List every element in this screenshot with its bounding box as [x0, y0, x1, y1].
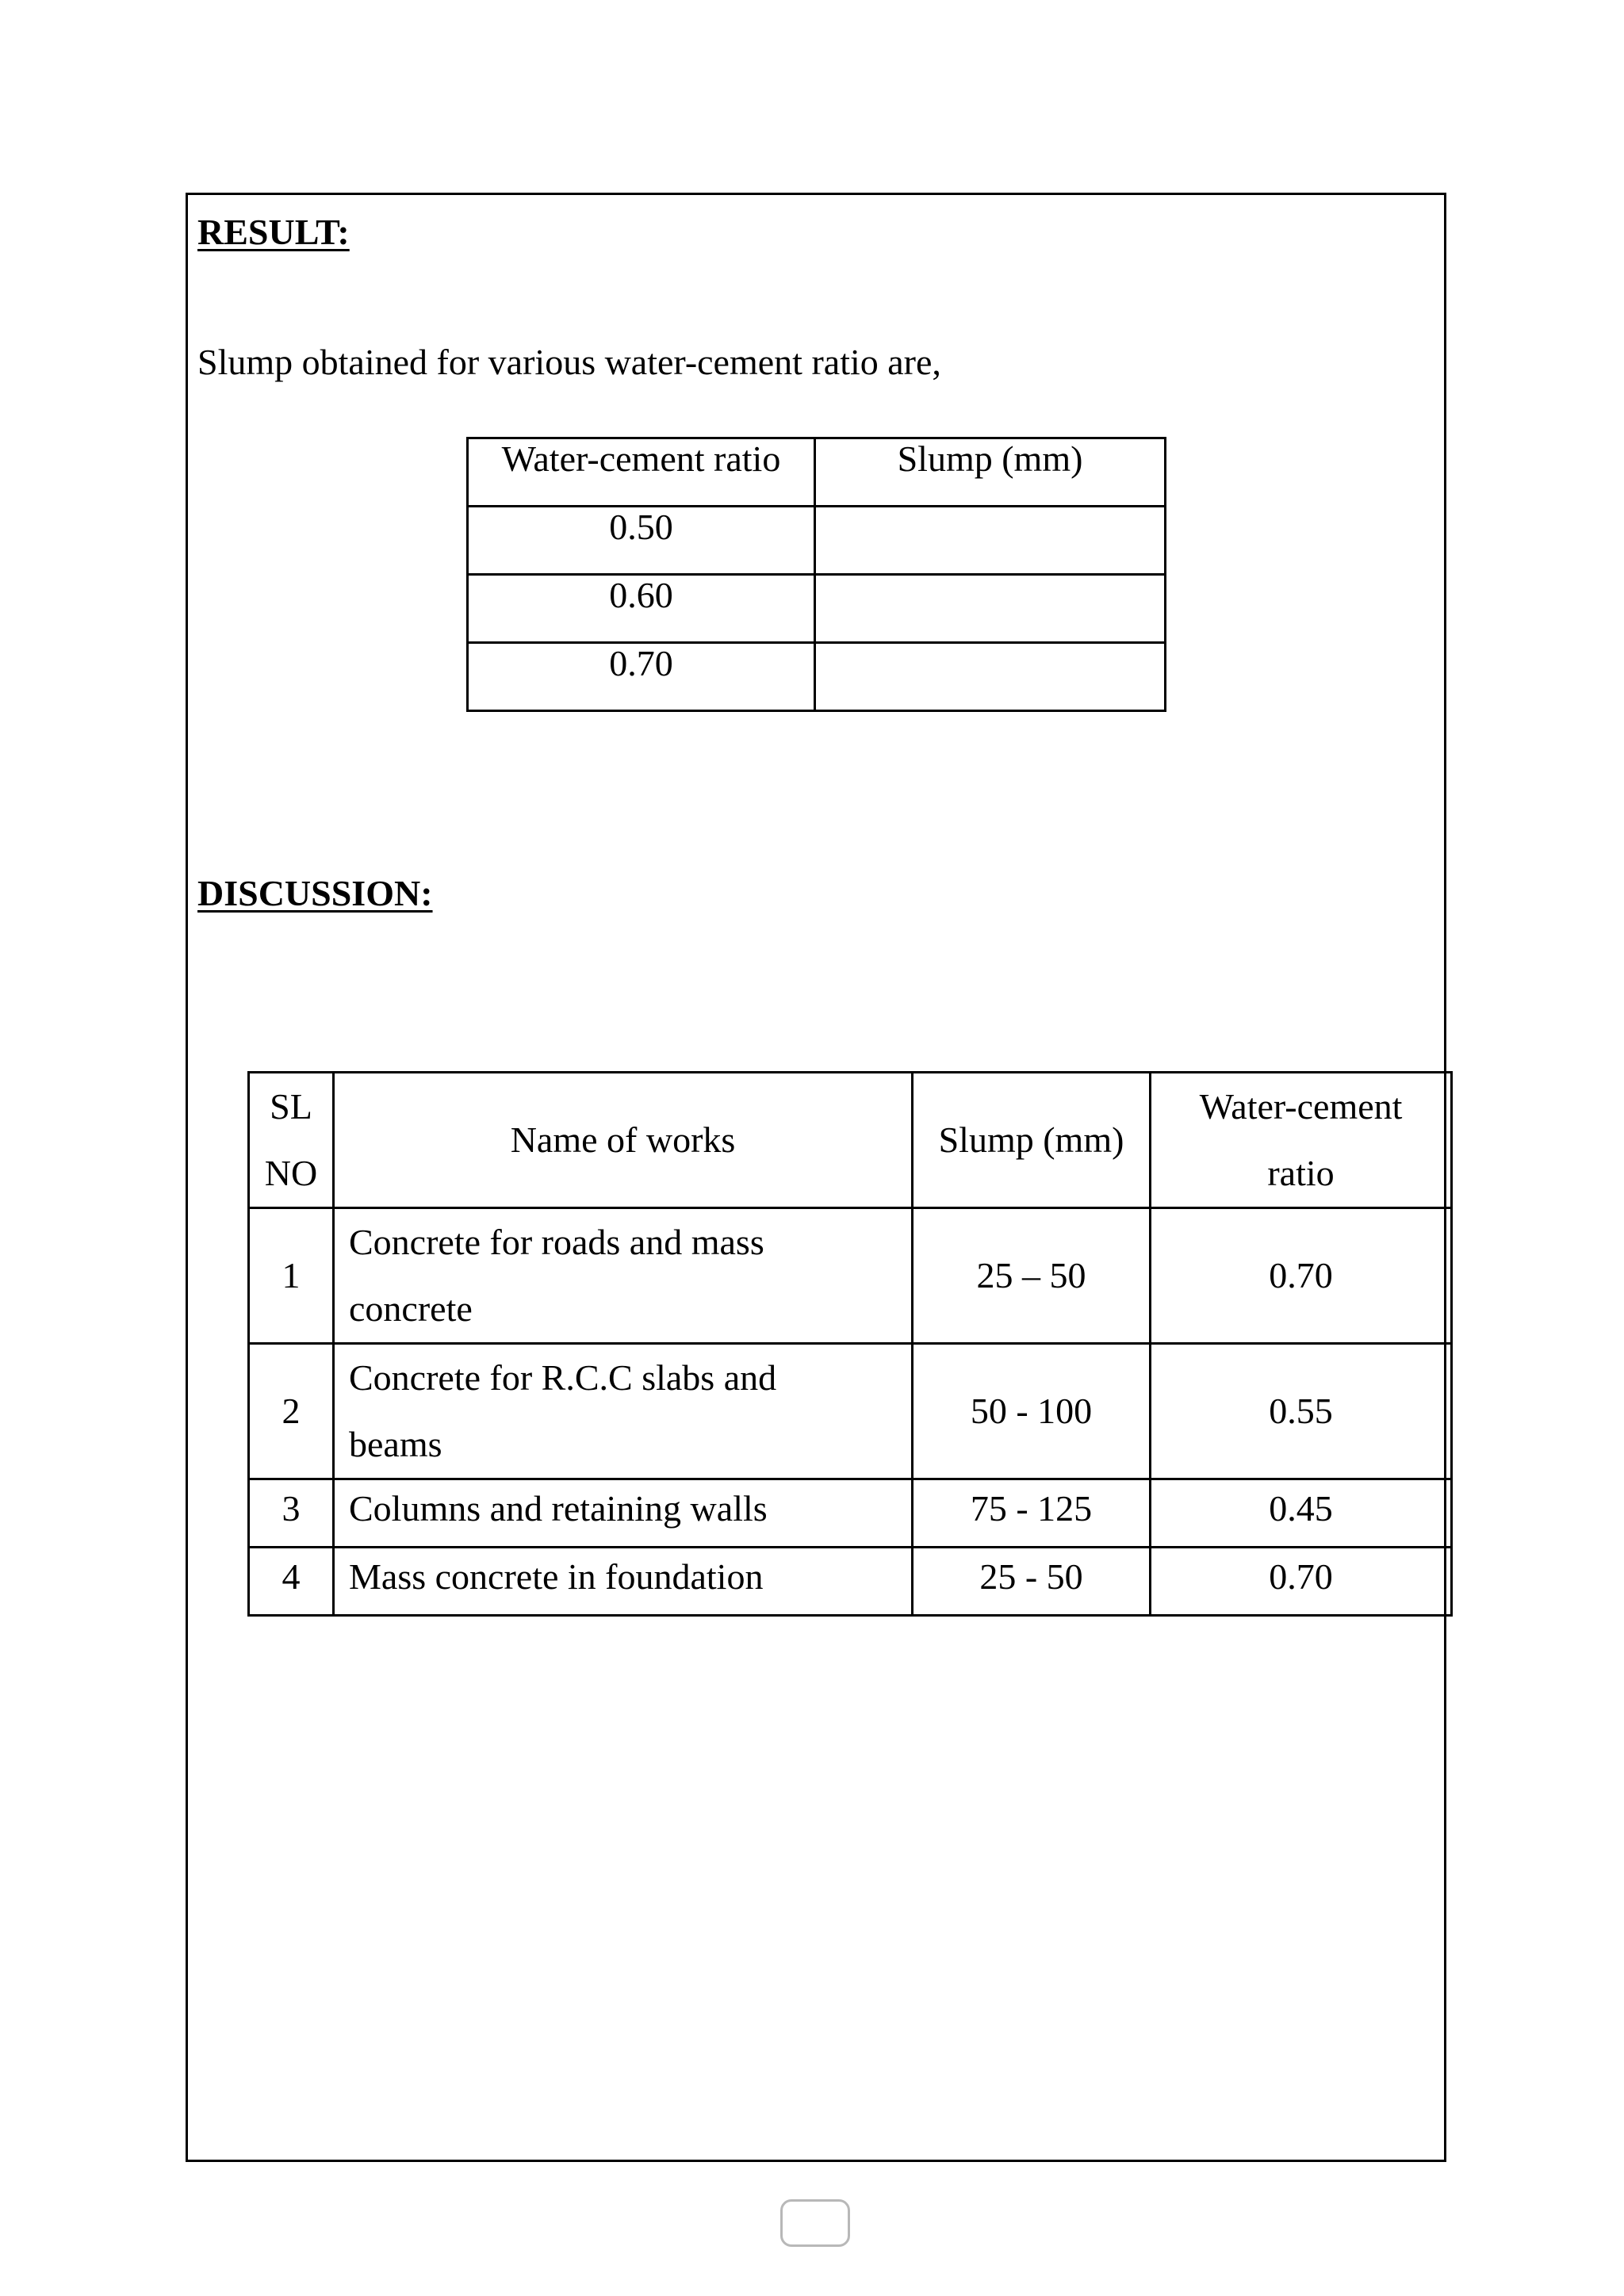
slump-cell: 75 - 125 [913, 1479, 1151, 1548]
result-heading: RESULT: [197, 212, 350, 252]
result-intro: Slump obtained for various water-cement ratio are, [197, 342, 941, 382]
name-cell [334, 1344, 913, 1479]
slump-cell: 50 - 100 [913, 1344, 1151, 1479]
wc-cell: 0.45 [1151, 1479, 1452, 1548]
header-slump: Slump (mm) [913, 1073, 1151, 1208]
name-line2: concrete [349, 1288, 473, 1329]
wc-cell: 0.70 [1151, 1548, 1452, 1616]
name-cell: Mass concrete in foundation [334, 1548, 913, 1616]
header-water-cement-ratio [1151, 1073, 1452, 1208]
header-sl-line2: NO [264, 1153, 318, 1193]
table-row [249, 1208, 1452, 1344]
header-water-cement-ratio: Water-cement ratio [468, 438, 815, 507]
header-wc-line2: ratio [1267, 1153, 1335, 1193]
ratio-cell: 0.50 [468, 507, 815, 575]
sl-cell: 3 [249, 1479, 334, 1548]
name-line1: Concrete for R.C.C slabs and [349, 1357, 777, 1398]
header-name-of-works: Name of works [334, 1073, 913, 1208]
table-row [468, 575, 1166, 643]
table-row [249, 1548, 1452, 1616]
header-slump: Slump (mm) [815, 438, 1166, 507]
sl-cell: 2 [249, 1344, 334, 1479]
table-row [468, 507, 1166, 575]
wc-cell: 0.70 [1151, 1208, 1452, 1344]
header-sl-no [249, 1073, 334, 1208]
sl-cell: 1 [249, 1208, 334, 1344]
slump-result-table [466, 437, 1166, 712]
discussion-heading: DISCUSSION: [197, 873, 433, 913]
ratio-cell: 0.60 [468, 575, 815, 643]
name-line1: Concrete for roads and mass [349, 1222, 764, 1262]
sl-cell: 4 [249, 1548, 334, 1616]
name-cell: Columns and retaining walls [334, 1479, 913, 1548]
slump-cell [815, 643, 1166, 711]
slump-cell: 25 - 50 [913, 1548, 1151, 1616]
table-header-row [249, 1073, 1452, 1208]
ratio-cell: 0.70 [468, 643, 815, 711]
header-wc-line1: Water-cement [1199, 1086, 1403, 1127]
table-row [249, 1479, 1452, 1548]
name-line2: beams [349, 1424, 442, 1464]
table-header-row [468, 438, 1166, 507]
slump-cell [815, 575, 1166, 643]
wc-cell: 0.55 [1151, 1344, 1452, 1479]
slump-cell [815, 507, 1166, 575]
header-sl-line1: SL [270, 1086, 312, 1127]
name-cell [334, 1208, 913, 1344]
slump-cell: 25 – 50 [913, 1208, 1151, 1344]
table-row [468, 643, 1166, 711]
works-slump-table [247, 1071, 1453, 1617]
page-number-box [780, 2199, 850, 2247]
table-row [249, 1344, 1452, 1479]
